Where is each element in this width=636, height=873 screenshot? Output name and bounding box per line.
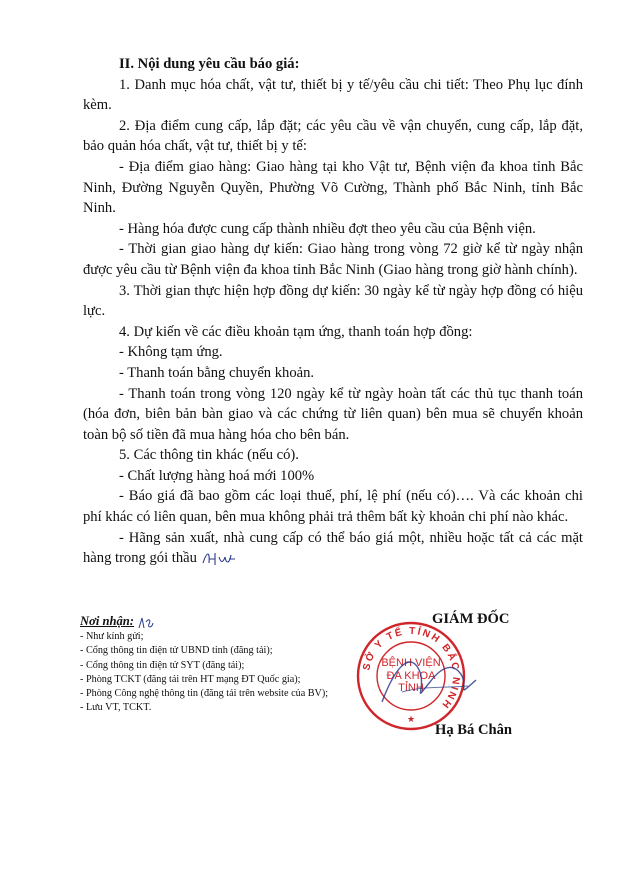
section-heading: II. Nội dung yêu cầu báo giá:: [119, 56, 300, 72]
paragraph-quote-scope: [83, 528, 583, 569]
stamp-ring-text: SỞ Y TẾ TỈNH BẮC NINH: [361, 625, 462, 712]
paragraph-delivery-address: - Địa điểm giao hàng: Giao hàng tại kho Vật tư, Bệnh viện đa khoa tỉnh Bắc Ninh, Đường Nguyễn Quyền, Phường Võ Cường, Thành phố Bắc Ninh, tỉnh Bắc Ninh.: [83, 158, 583, 217]
paragraph-delivery-location-reqs: 2. Địa điểm cung cấp, lắp đặt; các yêu cầu về vận chuyển, cung cấp, lắp đặt, bảo quản hóa chất, vật tư, thiết bị y tế:: [83, 117, 583, 155]
recipients-initial-icon: [137, 616, 155, 630]
paragraph-bank-transfer: - Thanh toán bằng chuyển khoản.: [119, 364, 315, 381]
paragraph-delivery-batches: - Hàng hóa được cung cấp thành nhiều đợt theo yêu cầu của Bệnh viện.: [119, 220, 536, 237]
paragraph-payment-deadline: - Thanh toán trong vòng 120 ngày kể từ ngày hoàn tất các thủ tục thanh toán (hóa đơn, biên bản bàn giao và các chứng từ liên quan) bên mua sẽ chuyển khoản toàn bộ số tiền đã mua hàng hóa cho bên bán.: [83, 385, 583, 443]
recipients-title-row: [80, 613, 400, 630]
recipients-title: Nơi nhận:: [80, 614, 135, 628]
paragraph-payment-terms: 4. Dự kiến về các điều khoản tạm ứng, thanh toán hợp đồng:: [119, 323, 473, 340]
stamp-line: ĐA KHOA: [386, 669, 436, 682]
request-content: [83, 54, 583, 569]
paragraph-taxes: - Báo giá đã bao gồm các loại thuế, phí, lệ phí (nếu có)…. Và các khoản chi phí khác có liên quan, bên mua không phải trả thêm bất kỳ khoản chi phí nào khác.: [83, 488, 583, 526]
quote-scope-text: - Hãng sản xuất, nhà cung cấp có thể báo giá một, nhiều hoặc tất cả các mặt hàng trong gói thầu: [83, 529, 583, 567]
paragraph-delivery-time: - Thời gian giao hàng dự kiến: Giao hàng trong vòng 72 giờ kể từ ngày nhận được yêu cầu từ Bệnh viện đa khoa tỉnh Bắc Ninh (Giao hàng trong giờ hành chính).: [83, 241, 583, 278]
stamp-line: TỈNH: [398, 682, 424, 695]
director-signature-icon: [372, 642, 490, 722]
recipient-item: - Cổng thông tin điện tử SYT (đăng tải);: [80, 659, 245, 671]
paragraph-item-list: 1. Danh mục hóa chất, vật tư, thiết bị y tế/yêu cầu chi tiết: Theo Phụ lục đính kèm.: [83, 76, 583, 114]
paragraph-contract-duration: 3. Thời gian thực hiện hợp đồng dự kiến: 30 ngày kể từ ngày hợp đồng có hiệu lực.: [83, 282, 583, 320]
paragraph-no-advance: - Không tạm ứng.: [119, 344, 223, 361]
stamp-line: BỆNH VIỆN: [381, 657, 441, 669]
recipient-item: - Như kính gửi;: [80, 631, 144, 643]
signature-title: GIÁM ĐỐC: [432, 611, 510, 627]
stamp-star-icon: ★: [406, 715, 416, 725]
recipients-block: [80, 613, 400, 715]
signer-name: Hạ Bá Chân: [435, 722, 513, 738]
recipient-item: - Cổng thông tin điện tử UBND tỉnh (đăng tải);: [80, 645, 273, 657]
initial-signature-icon: [201, 549, 237, 569]
paragraph-other-info: 5. Các thông tin khác (nếu có).: [119, 447, 299, 464]
recipient-item: - Phòng Công nghệ thông tin (đăng tải trên website của BV);: [80, 688, 329, 700]
paragraph-quality: - Chất lượng hàng hoá mới 100%: [119, 467, 315, 484]
recipient-item: - Phòng TCKT (đăng tải trên HT mạng ĐT Quốc gia);: [80, 673, 301, 685]
recipient-item: - Lưu VT, TCKT.: [80, 702, 152, 714]
